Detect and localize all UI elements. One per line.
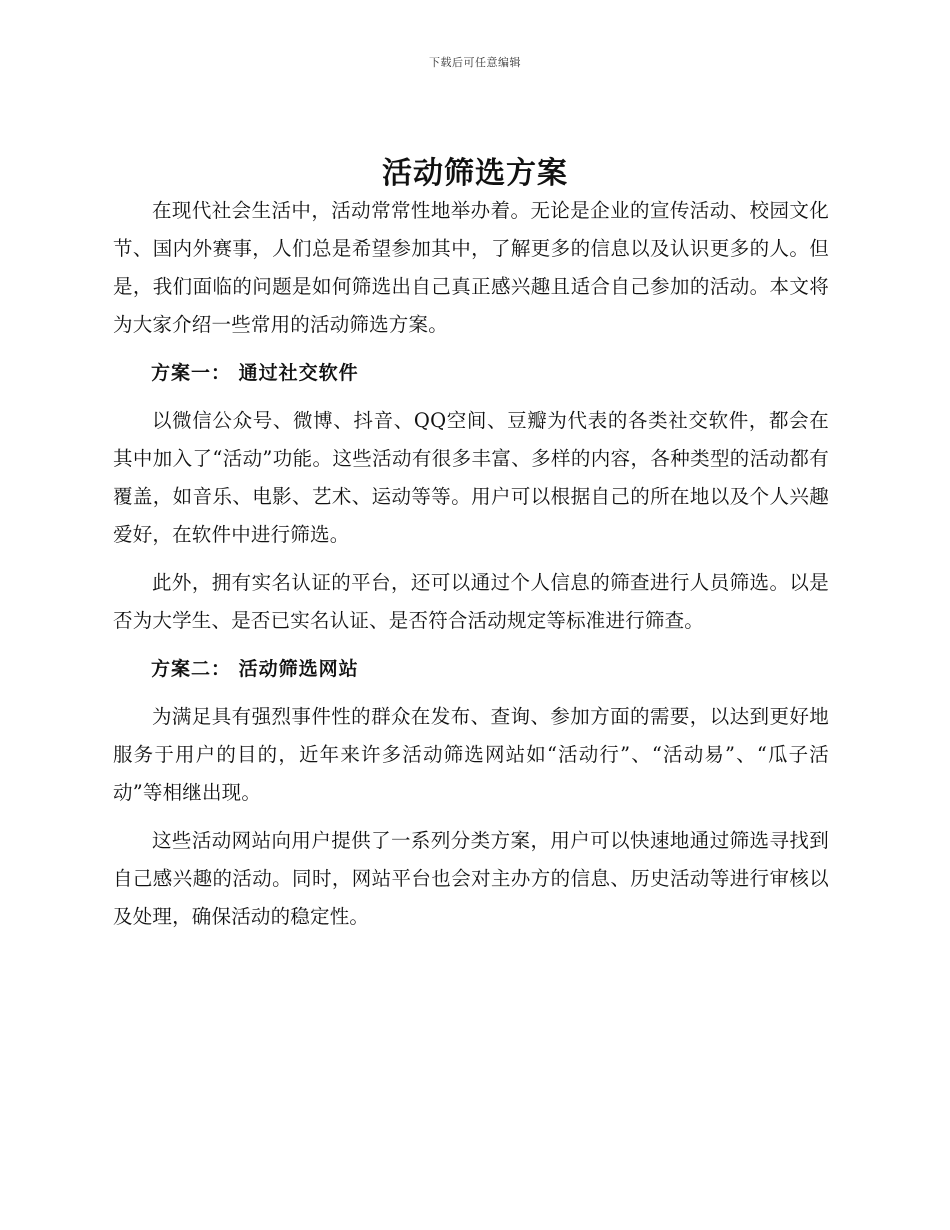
plan1-paragraph-2: 此外，拥有实名认证的平台，还可以通过个人信息的筛查进行人员筛选。以是否为大学生、是否已实名认证、是否符合活动规定等标准进行筛查。 <box>113 571 829 632</box>
plan2-heading: 方案二： 活动筛选网站 <box>151 658 359 680</box>
plan2-paragraph-2: 这些活动网站向用户提供了一系列分类方案，用户可以快速地通过筛选寻找到自己感兴趣的活动。同时，网站平台也会对主办方的信息、历史活动等进行审核以及处理，确保活动的稳定性。 <box>113 829 829 928</box>
page-header-note: 下载后可任意编辑 <box>429 56 521 69</box>
plan1-paragraph-1: 以微信公众号、微博、抖音、QQ空间、豆瓣为代表的各类社交软件，都会在其中加入了“活动”功能。这些活动有很多丰富、多样的内容，各种类型的活动都有覆盖，如音乐、电影、艺术、运动等等。用户可以根据自己的所在地以及个人兴趣爱好，在软件中进行筛选。 <box>113 409 829 546</box>
plan2-paragraph-1: 为满足具有强烈事件性的群众在发布、查询、参加方面的需要，以达到更好地服务于用户的目的，近年来许多活动筛选网站如“活动行”、“活动易”、“瓜子活动”等相继出现。 <box>113 705 829 804</box>
intro-paragraph: 在现代社会生活中，活动常常性地举办着。无论是企业的宣传活动、校园文化节、国内外赛事，人们总是希望参加其中，了解更多的信息以及认识更多的人。但是，我们面临的问题是如何筛选出自己真正感兴趣且适合自己参加的活动。本文将为大家介绍一些常用的活动筛选方案。 <box>113 199 829 336</box>
plan1-heading: 方案一： 通过社交软件 <box>151 362 359 384</box>
document-title: 活动筛选方案 <box>382 156 568 191</box>
document-body <box>113 192 829 936</box>
